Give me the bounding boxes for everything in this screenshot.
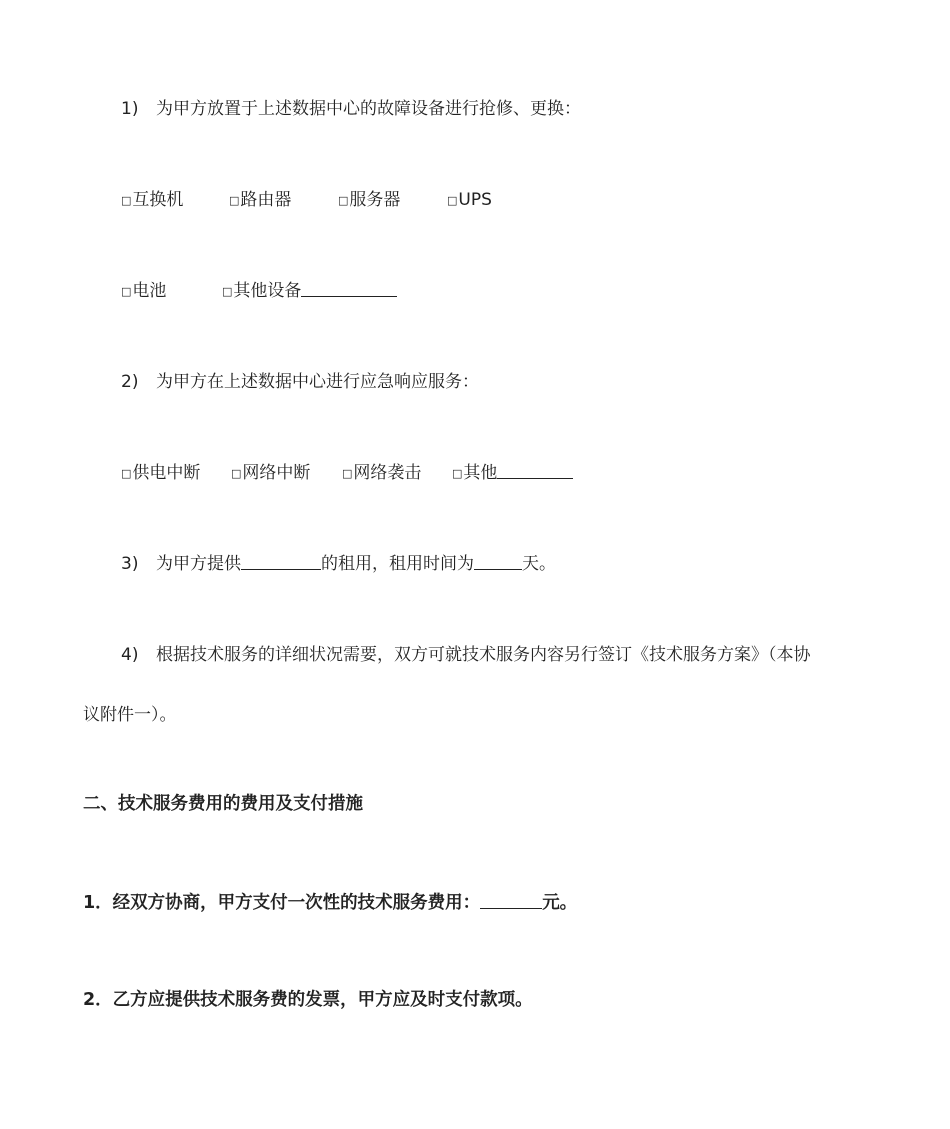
checkbox-icon[interactable]: □ — [452, 467, 463, 480]
item-2-options-row — [121, 462, 721, 484]
other-blank[interactable] — [497, 462, 573, 479]
option-switch[interactable]: □互换机 — [121, 190, 184, 210]
other-device-blank[interactable] — [301, 280, 397, 297]
rental-days-blank[interactable] — [474, 553, 522, 570]
option-server[interactable]: □服务器 — [338, 190, 401, 210]
option-other[interactable]: □其他 — [452, 462, 573, 485]
item-4-number: 4) — [121, 645, 139, 665]
section-2-heading: 二、技术服务费用的费用及支付措施 — [83, 794, 363, 814]
checkbox-icon[interactable]: □ — [121, 467, 132, 480]
item-1-number: 1) — [121, 99, 139, 119]
checkbox-icon[interactable]: □ — [121, 285, 132, 298]
option-router[interactable]: □路由器 — [229, 190, 292, 210]
item-3-mid: 的租用，租用时间为 — [321, 554, 474, 574]
item-1-options-row-1 — [121, 189, 721, 211]
checkbox-icon[interactable]: □ — [447, 194, 458, 207]
item-3-post: 天。 — [522, 554, 556, 574]
option-network-outage[interactable]: □网络中断 — [231, 463, 311, 483]
item-1-text: 为甲方放置于上述数据中心的故障设备进行抢修、更换： — [156, 99, 581, 119]
checkbox-icon[interactable]: □ — [229, 194, 240, 207]
checkbox-icon[interactable]: □ — [222, 285, 233, 298]
item-2-text: 为甲方在上述数据中心进行应急响应服务： — [156, 372, 479, 392]
checkbox-icon[interactable]: □ — [338, 194, 349, 207]
section-2-paragraph-1: 1．经双方协商，甲方支付一次性的技术服务费用： 元。 — [83, 893, 578, 913]
item-2 — [121, 371, 479, 393]
checkbox-icon[interactable]: □ — [231, 467, 242, 480]
option-other-device[interactable]: □其他设备 — [222, 280, 397, 303]
item-3-pre: 为甲方提供 — [156, 554, 241, 574]
rental-item-blank[interactable] — [241, 553, 321, 570]
option-power-outage[interactable]: □供电中断 — [121, 463, 201, 483]
checkbox-icon[interactable]: □ — [121, 194, 132, 207]
item-4-continuation: 议附件一）。 — [83, 705, 177, 725]
checkbox-icon[interactable]: □ — [342, 467, 353, 480]
item-3-number: 3) — [121, 554, 139, 574]
item-4 — [121, 644, 811, 666]
section-2-paragraph-2: 2．乙方应提供技术服务费的发票，甲方应及时支付款项。 — [83, 990, 533, 1010]
item-4-text: 根据技术服务的详细状况需要，双方可就技术服务内容另行签订《技术服务方案》（本协 — [156, 645, 811, 665]
item-2-number: 2) — [121, 372, 139, 392]
option-ups[interactable]: □UPS — [447, 190, 492, 210]
option-battery[interactable]: □电池 — [121, 281, 167, 301]
item-1-options-row-2 — [121, 280, 721, 302]
fee-amount-blank[interactable] — [480, 892, 542, 909]
item-1 — [121, 98, 581, 120]
option-network-attack[interactable]: □网络袭击 — [342, 463, 422, 483]
item-3 — [121, 553, 556, 575]
